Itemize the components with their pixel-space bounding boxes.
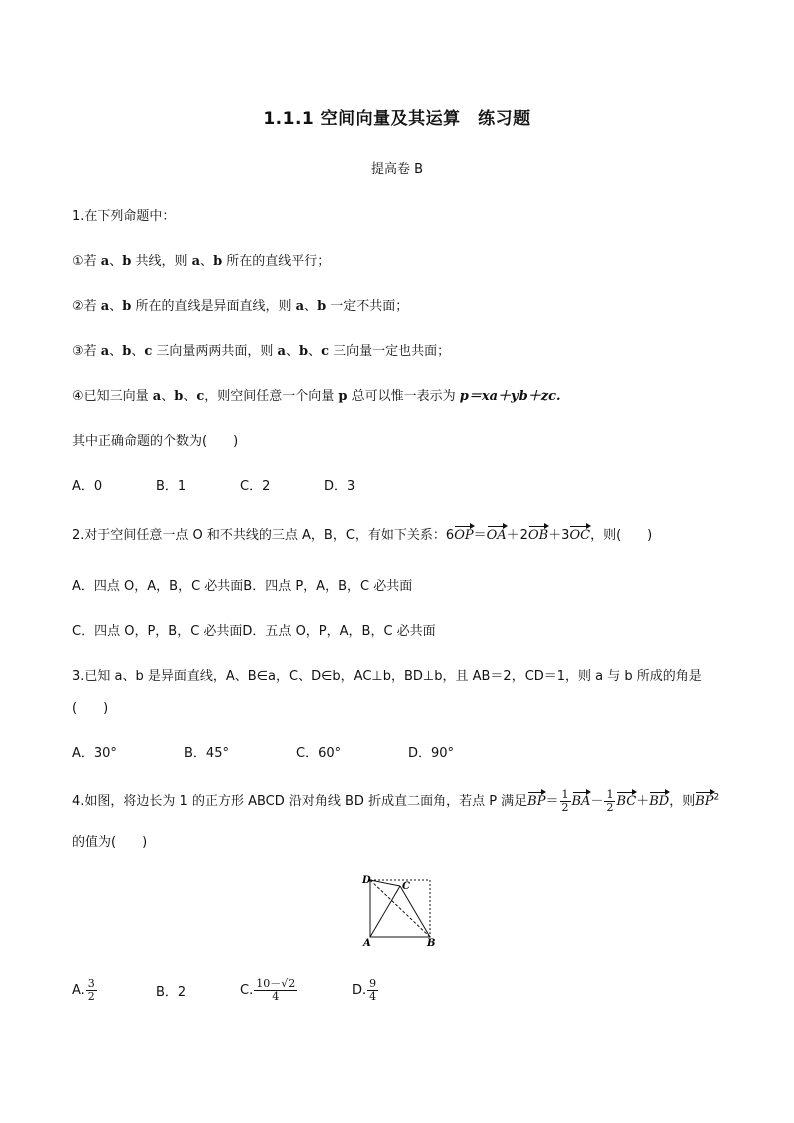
q4-option-b[interactable]: B．2 xyxy=(156,985,187,1000)
label-b: B xyxy=(427,938,436,948)
vector-op: OP xyxy=(454,524,473,543)
vector-bp: BP xyxy=(527,790,545,809)
q3-option-b[interactable]: B．45° xyxy=(184,746,229,761)
q2-option-b[interactable]: B．四点 P，A，B，C 必共面 xyxy=(243,579,413,594)
q1-statement-2: ②若 a、b 所在的直线是异面直线，则 a、b 一定不共面； xyxy=(72,299,409,314)
edge-cb xyxy=(400,886,430,937)
q3-option-c[interactable]: C．60° xyxy=(296,746,342,761)
q1-option-b[interactable]: B．1 xyxy=(156,479,187,494)
q3-option-a[interactable]: A．30° xyxy=(72,746,117,761)
q2-option-a[interactable]: A．四点 O，A，B，C 必共面 xyxy=(72,579,244,594)
vector-bd: BD xyxy=(649,790,669,809)
edge-dc xyxy=(370,880,400,886)
label-a: A xyxy=(363,938,371,948)
page-subtitle: 提高卷 B xyxy=(370,162,424,177)
q3-stem-cont: ( ) xyxy=(72,701,109,716)
vector-bc: BC xyxy=(616,790,636,809)
q3-stem: 3.已知 a、b 是异面直线，A、B∈a，C、D∈b，AC⊥b，BD⊥b，且 AB＝2，CD＝1，则 a 与 b 所成的角是 xyxy=(72,669,702,684)
q4-option-c[interactable]: C. $\frac{10-√2}{4}$ xyxy=(240,977,296,1003)
q2-options-row-1 xyxy=(72,575,412,594)
diagonal-bd xyxy=(370,880,430,937)
q2-options-row-2 xyxy=(72,620,436,639)
q1-option-a[interactable]: A．0 xyxy=(72,479,103,494)
q1-statement-3: ③若 a、b、c 三向量两两共面，则 a、b、c 三向量一定也共面； xyxy=(72,344,451,359)
q3-options xyxy=(72,742,454,761)
q1-question: 其中正确命题的个数为( ) xyxy=(72,434,239,449)
q4-stem-cont: 的值为( ) xyxy=(72,835,148,850)
q3-option-d[interactable]: D．90° xyxy=(408,746,455,761)
q1-option-c[interactable]: C．2 xyxy=(240,479,271,494)
vector-oa: OA xyxy=(487,524,507,543)
q2-stem: 2.对于空间任意一点 O 和不共线的三点 A，B，C，有如下关系：6OP＝OA＋2OB＋3OC，则( ) xyxy=(72,524,652,543)
vector-ba: BA xyxy=(572,790,591,809)
label-d: D xyxy=(362,875,371,886)
q1-statement-4: ④已知三向量 a、b、c，则空间任意一个向量 p 总可以惟一表示为 p＝xa＋yb＋zc. xyxy=(72,389,561,404)
q2-option-d[interactable]: D．五点 O，P，A，B，C 必共面 xyxy=(242,624,436,639)
vector-ob: OB xyxy=(528,524,548,543)
q1-statement-1: ①若 a、b 共线，则 a、b 所在的直线平行； xyxy=(72,254,331,269)
label-c: C xyxy=(402,881,410,892)
q1-stem: 1.在下列命题中： xyxy=(72,209,176,224)
q2-option-c[interactable]: C．四点 O，P，B，C 必共面 xyxy=(72,624,243,639)
q1-options xyxy=(72,475,355,494)
q4-option-d[interactable]: D. $\frac{9}{4}$ xyxy=(352,977,377,1003)
q4-options xyxy=(72,978,379,1003)
page-title: 1.1.1 空间向量及其运算 练习题 xyxy=(263,109,531,129)
vector-oc: OC xyxy=(569,524,590,543)
folded-square-figure xyxy=(360,872,440,948)
q1-option-d[interactable]: D．3 xyxy=(324,479,356,494)
q4-option-a[interactable]: A. $\frac{3}{2}$ xyxy=(72,977,95,1003)
vector-bp-2: BP xyxy=(695,790,713,809)
q4-stem: 4.如图，将边长为 1 的正方形 ABCD 沿对角线 BD 折成直二面角，若点 P 满足BP＝ $\frac{1}{2}$ BA－ $\frac{1}{2}$ BC＋BD，则$BP^2$ xyxy=(72,788,720,814)
